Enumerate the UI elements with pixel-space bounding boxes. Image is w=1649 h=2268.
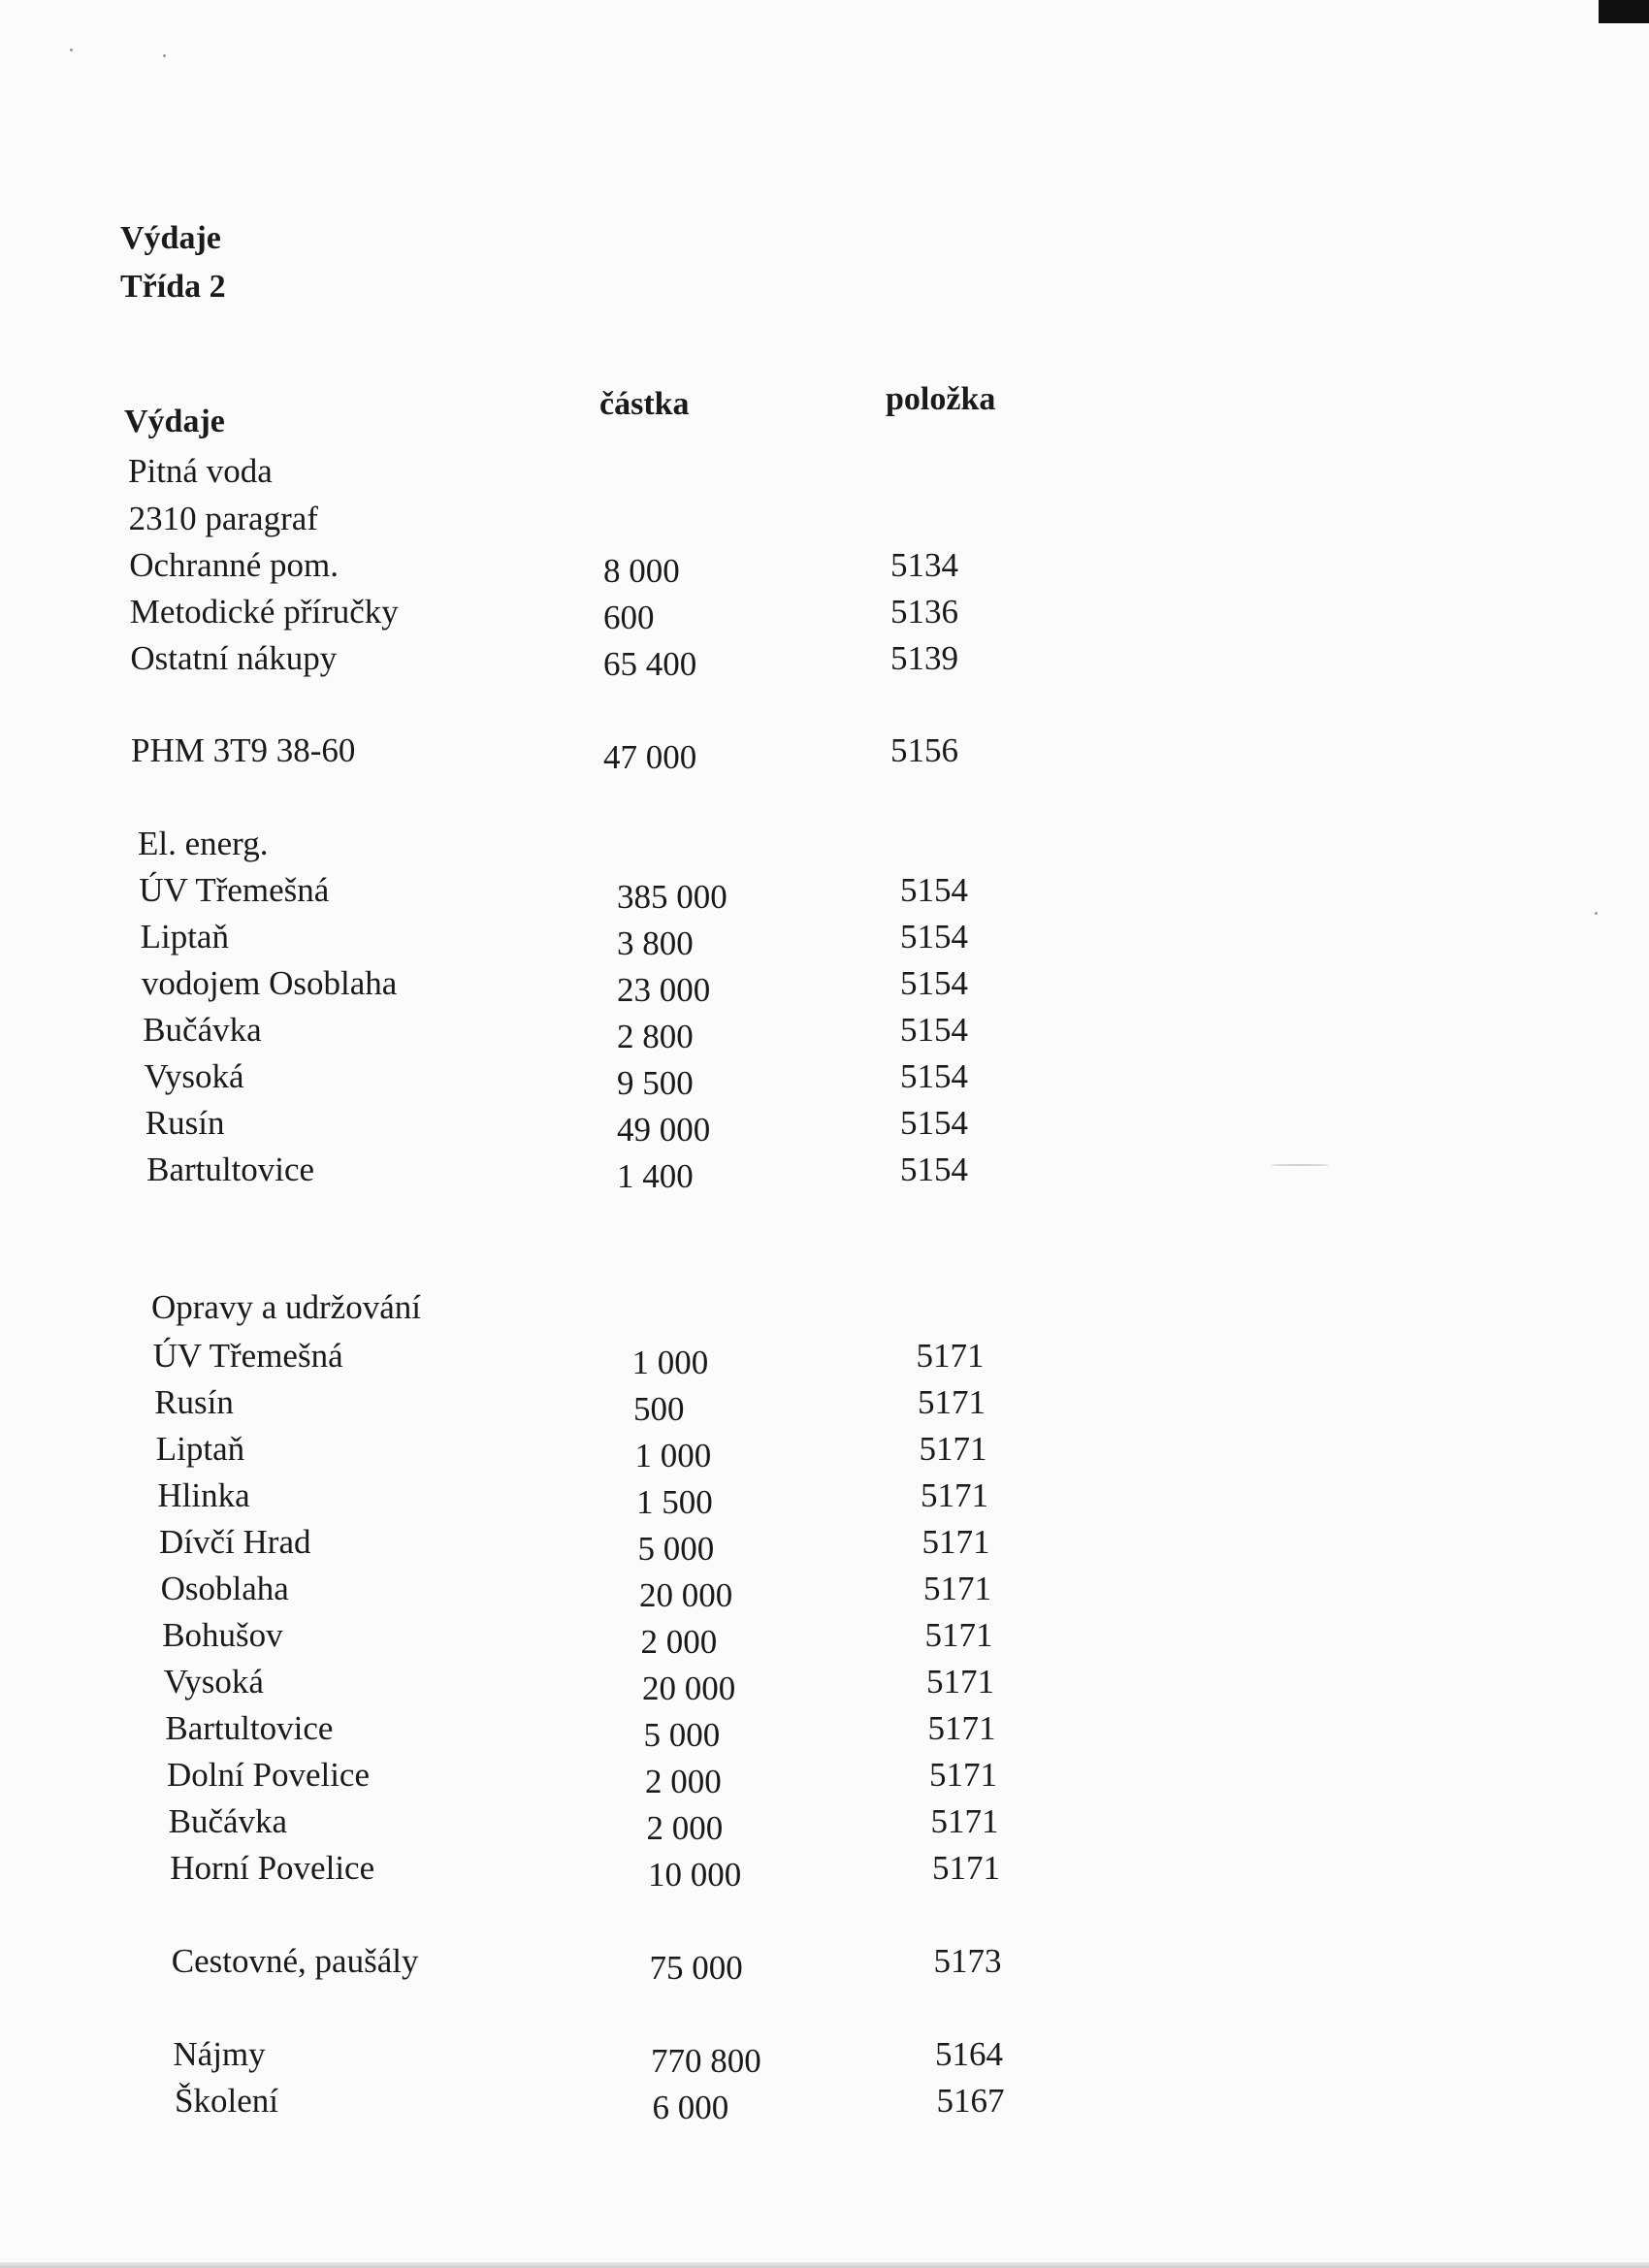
scan-bottom-edge	[0, 2262, 1649, 2268]
row-amount: 5 000	[643, 1716, 721, 1754]
row-label: Školení	[175, 2082, 278, 2120]
row-label: Bučávka	[168, 1802, 288, 1840]
row-label: Dolní Povelice	[167, 1756, 370, 1794]
row-item-code: 5139	[890, 639, 958, 677]
row-item-code: 5171	[922, 1523, 990, 1561]
row-amount: 9 500	[617, 1064, 694, 1102]
row-item-code: 5134	[890, 546, 958, 584]
row-label: Ochranné pom.	[129, 546, 339, 584]
row-item-code: 5154	[900, 1104, 968, 1142]
row-amount: 65 400	[603, 645, 697, 683]
row-amount: 6 000	[652, 2089, 729, 2126]
row-amount: 1 400	[617, 1157, 694, 1195]
scan-smudge	[1271, 1164, 1329, 1166]
row-item-code: 5171	[926, 1663, 994, 1701]
document-subheading: Třída 2	[120, 269, 226, 305]
row-item-code: 5167	[936, 2082, 1005, 2120]
row-label: Bartultovice	[165, 1709, 334, 1747]
row-label: Bartultovice	[146, 1150, 315, 1188]
row-label: Liptaň	[140, 918, 229, 956]
row-amount: 8 000	[603, 552, 680, 590]
scan-edge-mark	[1599, 0, 1649, 23]
row-item-code: 5171	[923, 1570, 991, 1607]
column-header-label: Výdaje	[124, 404, 225, 439]
row-item-code: 5171	[916, 1337, 985, 1375]
row-amount: 75 000	[649, 1949, 743, 1987]
column-header-amount: částka	[599, 386, 690, 422]
scan-speck	[70, 49, 73, 51]
row-item-code: 5154	[900, 871, 968, 909]
row-amount: 20 000	[642, 1669, 736, 1707]
row-label: Hlinka	[157, 1476, 250, 1514]
row-label: Bohušov	[162, 1616, 283, 1654]
column-header-item: položka	[886, 381, 996, 417]
row-amount: 1 000	[631, 1344, 709, 1381]
row-label: El. energ.	[138, 825, 269, 862]
row-item-code: 5154	[900, 964, 968, 1002]
row-label: Bučávka	[143, 1011, 262, 1049]
row-item-code: 5154	[900, 1150, 968, 1188]
row-item-code: 5164	[935, 2035, 1003, 2073]
row-amount: 600	[603, 599, 655, 636]
row-amount: 47 000	[603, 738, 697, 776]
row-amount: 20 000	[639, 1576, 733, 1614]
row-label: Nájmy	[173, 2035, 266, 2073]
row-amount: 23 000	[617, 971, 711, 1009]
row-item-code: 5173	[933, 1942, 1002, 1980]
row-amount: 2 000	[645, 1763, 722, 1800]
row-label: Cestovné, paušály	[171, 1942, 419, 1980]
row-label: Opravy a udržování	[151, 1288, 421, 1326]
row-label: PHM 3T9 38-60	[131, 731, 356, 769]
row-item-code: 5171	[919, 1430, 987, 1468]
row-item-code: 5171	[927, 1709, 996, 1747]
row-label: Vysoká	[144, 1057, 244, 1095]
row-label: Rusín	[154, 1383, 234, 1421]
row-amount: 2 000	[640, 1623, 718, 1661]
row-label: ÚV Třemešná	[139, 871, 330, 909]
row-label: vodojem Osoblaha	[141, 964, 398, 1002]
row-item-code: 5171	[924, 1616, 993, 1654]
row-item-code: 5156	[890, 731, 958, 769]
row-amount: 770 800	[651, 2042, 761, 2080]
row-label: Rusín	[145, 1104, 225, 1142]
row-label: Vysoká	[163, 1663, 264, 1701]
row-label: Ostatní nákupy	[130, 639, 338, 677]
row-label: Osoblaha	[160, 1570, 289, 1607]
row-amount: 5 000	[637, 1530, 715, 1568]
row-amount: 385 000	[617, 878, 728, 916]
row-amount: 1 500	[636, 1483, 713, 1521]
row-item-code: 5171	[932, 1849, 1000, 1887]
scan-speck	[163, 54, 166, 57]
row-item-code: 5154	[900, 1011, 968, 1049]
scan-speck	[1595, 912, 1598, 915]
document-heading: Výdaje	[120, 220, 221, 256]
row-amount: 49 000	[617, 1111, 711, 1149]
row-item-code: 5154	[900, 918, 968, 956]
row-item-code: 5171	[921, 1476, 988, 1514]
row-label: ÚV Třemešná	[152, 1337, 343, 1375]
row-label: 2310 paragraf	[128, 500, 318, 537]
row-item-code: 5154	[900, 1057, 968, 1095]
row-label: Metodické příručky	[129, 593, 399, 631]
row-label: Horní Povelice	[170, 1849, 375, 1887]
row-item-code: 5136	[890, 593, 958, 631]
row-amount: 2 000	[646, 1809, 724, 1847]
row-label: Pitná voda	[128, 452, 273, 490]
row-amount: 3 800	[617, 924, 694, 962]
row-amount: 1 000	[634, 1437, 712, 1474]
row-amount: 2 800	[617, 1018, 694, 1055]
row-label: Liptaň	[155, 1430, 245, 1468]
row-amount: 500	[633, 1390, 685, 1428]
row-item-code: 5171	[918, 1383, 986, 1421]
row-amount: 10 000	[648, 1856, 742, 1894]
row-item-code: 5171	[929, 1756, 997, 1794]
row-item-code: 5171	[930, 1802, 999, 1840]
row-label: Dívčí Hrad	[159, 1523, 311, 1561]
